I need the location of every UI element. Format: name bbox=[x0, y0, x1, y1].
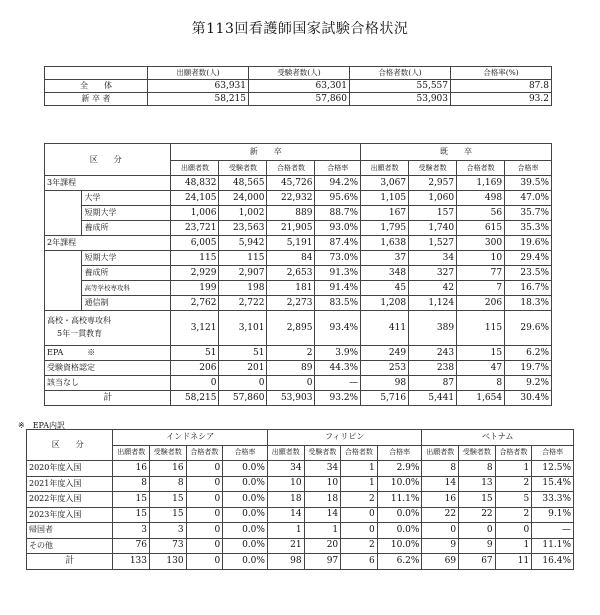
table-cell: 89 bbox=[267, 361, 315, 376]
table-cell: 35.7% bbox=[505, 206, 552, 221]
table-cell: 51 bbox=[219, 346, 267, 361]
row-subcategory-label: 短期大学 bbox=[82, 206, 171, 221]
summary-header-row bbox=[45, 67, 552, 80]
table-cell: 5,441 bbox=[409, 391, 457, 406]
table-cell: 10 bbox=[267, 476, 304, 492]
table-cell: 2,653 bbox=[267, 266, 315, 281]
table-cell: 2 bbox=[495, 476, 532, 492]
summary-cell: 87.8 bbox=[451, 80, 552, 93]
table-cell: 0 bbox=[186, 554, 223, 570]
table-cell: 29.4% bbox=[505, 251, 552, 266]
table-cell: 34 bbox=[409, 251, 457, 266]
table-cell: 1 bbox=[495, 538, 532, 554]
table-cell: 389 bbox=[409, 311, 457, 346]
row-category-label: EPA ※ bbox=[45, 346, 171, 361]
col-header: 受験者数 bbox=[219, 161, 267, 176]
table-cell: 167 bbox=[361, 206, 409, 221]
table-cell: 16 bbox=[113, 461, 150, 477]
table-cell: 35.3% bbox=[505, 221, 552, 236]
summary-cell: 58,215 bbox=[148, 93, 249, 106]
table-cell: 2,957 bbox=[409, 176, 457, 191]
page-title: 第113回看護師国家試験合格状況 bbox=[191, 21, 409, 37]
table-cell: 83.5% bbox=[315, 296, 361, 311]
row-subcategory-label: 高等学校専攻科 bbox=[82, 281, 171, 296]
table-cell: 21,905 bbox=[267, 221, 315, 236]
table-cell: 57,860 bbox=[219, 391, 267, 406]
table-cell: 84 bbox=[267, 251, 315, 266]
table-cell: 1,740 bbox=[409, 221, 457, 236]
summary-header: 受験者数(人) bbox=[249, 67, 350, 80]
summary-header: 合格率(%) bbox=[451, 67, 552, 80]
col-header: 出願者数 bbox=[113, 445, 150, 461]
table-cell: 10.0% bbox=[377, 538, 422, 554]
col-header: 出願者数 bbox=[361, 161, 409, 176]
table-cell: 1 bbox=[495, 461, 532, 477]
table-cell: 37 bbox=[361, 251, 409, 266]
table-cell: 0 bbox=[186, 492, 223, 508]
table-cell: 15 bbox=[150, 507, 187, 523]
main-group-header-row bbox=[45, 144, 552, 161]
table-cell: 23,721 bbox=[171, 221, 219, 236]
row-category-label: 受験資格認定 bbox=[45, 361, 171, 376]
table-cell: 157 bbox=[409, 206, 457, 221]
table-cell: 16.7% bbox=[505, 281, 552, 296]
country-header-vietnam: ベトナム bbox=[422, 430, 574, 446]
table-row bbox=[45, 296, 552, 311]
table-cell: 0 bbox=[459, 523, 496, 539]
table-cell: 73.0% bbox=[315, 251, 361, 266]
table-cell: 2,762 bbox=[171, 296, 219, 311]
table-cell: 23,563 bbox=[219, 221, 267, 236]
summary-cell: 63,931 bbox=[148, 80, 249, 93]
table-row bbox=[27, 492, 574, 508]
table-row bbox=[45, 376, 552, 391]
table-cell: 8 bbox=[150, 476, 187, 492]
table-row bbox=[27, 523, 574, 539]
table-cell: 1,006 bbox=[171, 206, 219, 221]
table-cell: 3.9% bbox=[315, 346, 361, 361]
table-cell: 11 bbox=[495, 554, 532, 570]
new-graduate-header: 新 卒 bbox=[171, 144, 361, 161]
table-cell: 130 bbox=[150, 554, 187, 570]
table-cell: 47.0% bbox=[505, 191, 552, 206]
epa-row-label: 帰国者 bbox=[27, 523, 113, 539]
row-subcategory-label: 大学 bbox=[82, 191, 171, 206]
table-row bbox=[27, 554, 574, 570]
row-subcategory-label: 養成所 bbox=[82, 221, 171, 236]
table-row bbox=[45, 221, 552, 236]
table-cell: 5,191 bbox=[267, 236, 315, 251]
table-cell: 2,907 bbox=[219, 266, 267, 281]
table-cell: 22 bbox=[459, 507, 496, 523]
table-cell: 24,000 bbox=[219, 191, 267, 206]
col-header: 合格率 bbox=[223, 445, 268, 461]
table-row bbox=[45, 346, 552, 361]
table-row bbox=[45, 391, 552, 406]
table-cell: 206 bbox=[457, 296, 505, 311]
table-cell: 1,105 bbox=[361, 191, 409, 206]
table-cell: 15.4% bbox=[532, 476, 574, 492]
summary-row-label: 新 卒 者 bbox=[45, 93, 148, 106]
table-cell: 2 bbox=[267, 346, 315, 361]
summary-row bbox=[45, 93, 552, 106]
table-cell: 5 bbox=[495, 492, 532, 508]
table-cell: 39.5% bbox=[505, 176, 552, 191]
table-cell: 1,002 bbox=[219, 206, 267, 221]
table-cell: 19.6% bbox=[505, 236, 552, 251]
table-cell: 0 bbox=[186, 538, 223, 554]
table-cell: 14 bbox=[422, 476, 459, 492]
table-cell: 94.2% bbox=[315, 176, 361, 191]
table-cell: 0 bbox=[186, 507, 223, 523]
table-cell: 3,101 bbox=[219, 311, 267, 346]
table-cell: 8 bbox=[459, 461, 496, 477]
table-cell: 0.0% bbox=[377, 523, 422, 539]
table-cell: 498 bbox=[457, 191, 505, 206]
table-cell: 29.6% bbox=[505, 311, 552, 346]
table-cell: 22 bbox=[422, 507, 459, 523]
table-row bbox=[45, 236, 552, 251]
col-header: 出願者数 bbox=[171, 161, 219, 176]
col-header: 合格者数 bbox=[457, 161, 505, 176]
col-header: 受験者数 bbox=[459, 445, 496, 461]
table-cell: 0 bbox=[341, 523, 378, 539]
table-cell: 11.1% bbox=[532, 538, 574, 554]
table-cell: 327 bbox=[409, 266, 457, 281]
table-cell: 15 bbox=[150, 492, 187, 508]
table-cell: 199 bbox=[171, 281, 219, 296]
epa-note: ※ EPA内訳 bbox=[18, 421, 65, 430]
table-cell: 87.4% bbox=[315, 236, 361, 251]
col-header: 合格者数 bbox=[186, 445, 223, 461]
table-cell: 47 bbox=[457, 361, 505, 376]
row-indent-spacer bbox=[45, 191, 82, 236]
row-category-label-line1: 高校・高校専攻科 bbox=[47, 316, 111, 326]
table-cell: 10.0% bbox=[377, 476, 422, 492]
summary-cell: 53,903 bbox=[350, 93, 451, 106]
table-cell: 206 bbox=[171, 361, 219, 376]
table-cell: 9.1% bbox=[532, 507, 574, 523]
table-cell: 18 bbox=[267, 492, 304, 508]
table-cell: 3,121 bbox=[171, 311, 219, 346]
summary-cell: 63,301 bbox=[249, 80, 350, 93]
table-cell: 181 bbox=[267, 281, 315, 296]
table-cell: 58,215 bbox=[171, 391, 219, 406]
epa-breakdown-table bbox=[26, 429, 574, 570]
table-cell: 18 bbox=[304, 492, 341, 508]
table-cell: 88.7% bbox=[315, 206, 361, 221]
table-cell: 300 bbox=[457, 236, 505, 251]
table-cell: 0 bbox=[495, 523, 532, 539]
table-cell: 133 bbox=[113, 554, 150, 570]
epa-row-label: 2021年度入国 bbox=[27, 476, 113, 492]
table-cell: 0 bbox=[186, 476, 223, 492]
kubun-header: 区 分 bbox=[45, 144, 171, 176]
table-cell: 14 bbox=[267, 507, 304, 523]
table-cell: 48,565 bbox=[219, 176, 267, 191]
epa-table-body bbox=[27, 461, 574, 570]
table-cell: 1 bbox=[304, 523, 341, 539]
table-row bbox=[27, 476, 574, 492]
table-cell: 45 bbox=[361, 281, 409, 296]
table-cell: 67 bbox=[459, 554, 496, 570]
table-cell: 19.7% bbox=[505, 361, 552, 376]
table-cell: 1,060 bbox=[409, 191, 457, 206]
table-cell: 10 bbox=[304, 476, 341, 492]
table-cell: 2,929 bbox=[171, 266, 219, 281]
table-cell: 11.1% bbox=[377, 492, 422, 508]
table-cell: 30.4% bbox=[505, 391, 552, 406]
table-cell: 0.0% bbox=[223, 507, 268, 523]
table-cell: 249 bbox=[361, 346, 409, 361]
table-cell: 0.0% bbox=[223, 461, 268, 477]
table-cell: 51 bbox=[171, 346, 219, 361]
table-cell: 73 bbox=[150, 538, 187, 554]
col-header: 出願者数 bbox=[267, 445, 304, 461]
row-indent-spacer bbox=[45, 251, 82, 311]
table-cell: 1,795 bbox=[361, 221, 409, 236]
table-cell: 198 bbox=[219, 281, 267, 296]
table-cell: 95.6% bbox=[315, 191, 361, 206]
table-cell: 42 bbox=[409, 281, 457, 296]
table-cell: — bbox=[315, 376, 361, 391]
col-header: 受験者数 bbox=[304, 445, 341, 461]
epa-row-label: 計 bbox=[27, 554, 113, 570]
row-category-label: 該当なし bbox=[45, 376, 171, 391]
table-cell: 14 bbox=[304, 507, 341, 523]
row-category-label: 計 bbox=[45, 391, 171, 406]
table-cell: 87 bbox=[409, 376, 457, 391]
table-cell: 8 bbox=[113, 476, 150, 492]
table-cell: 1,527 bbox=[409, 236, 457, 251]
table-cell: 16.4% bbox=[532, 554, 574, 570]
table-cell: 115 bbox=[457, 311, 505, 346]
table-cell: 98 bbox=[267, 554, 304, 570]
table-cell: 3 bbox=[113, 523, 150, 539]
main-table-body bbox=[45, 176, 552, 406]
col-header: 出願者数 bbox=[422, 445, 459, 461]
table-cell: 8 bbox=[457, 376, 505, 391]
table-cell: 411 bbox=[361, 311, 409, 346]
col-header: 合格率 bbox=[315, 161, 361, 176]
table-cell: 6,005 bbox=[171, 236, 219, 251]
row-subcategory-label: 通信制 bbox=[82, 296, 171, 311]
table-row bbox=[27, 507, 574, 523]
table-cell: 0 bbox=[171, 376, 219, 391]
table-cell: 0 bbox=[186, 461, 223, 477]
summary-row bbox=[45, 80, 552, 93]
table-cell: 93.2% bbox=[315, 391, 361, 406]
table-cell: 115 bbox=[219, 251, 267, 266]
table-row bbox=[45, 281, 552, 296]
table-cell: 45,726 bbox=[267, 176, 315, 191]
col-header: 合格者数 bbox=[267, 161, 315, 176]
table-cell: — bbox=[532, 523, 574, 539]
previous-graduate-header: 既 卒 bbox=[361, 144, 552, 161]
table-cell: 15 bbox=[113, 507, 150, 523]
table-cell: 3,067 bbox=[361, 176, 409, 191]
table-cell: 2,722 bbox=[219, 296, 267, 311]
table-cell: 1,638 bbox=[361, 236, 409, 251]
table-row bbox=[45, 311, 552, 346]
table-cell: 76 bbox=[113, 538, 150, 554]
epa-kubun-header: 区 分 bbox=[27, 430, 113, 461]
table-cell: 1 bbox=[341, 476, 378, 492]
table-cell: 13 bbox=[459, 476, 496, 492]
row-category-label bbox=[45, 311, 171, 346]
table-cell: 48,832 bbox=[171, 176, 219, 191]
table-cell: 5,716 bbox=[361, 391, 409, 406]
table-cell: 9 bbox=[422, 538, 459, 554]
table-cell: 44.3% bbox=[315, 361, 361, 376]
row-category-label-line2: 5年一貫教育 bbox=[57, 329, 103, 338]
table-cell: 0.0% bbox=[223, 523, 268, 539]
summary-cell: 93.2 bbox=[451, 93, 552, 106]
table-cell: 6.2% bbox=[505, 346, 552, 361]
row-subcategory-label: 短期大学 bbox=[82, 251, 171, 266]
table-cell: 348 bbox=[361, 266, 409, 281]
country-header-indonesia: インドネシア bbox=[113, 430, 268, 446]
table-cell: 91.3% bbox=[315, 266, 361, 281]
table-cell: 6.2% bbox=[377, 554, 422, 570]
table-row bbox=[45, 251, 552, 266]
table-cell: 56 bbox=[457, 206, 505, 221]
table-cell: 7 bbox=[457, 281, 505, 296]
col-header: 合格率 bbox=[377, 445, 422, 461]
table-cell: 0.0% bbox=[223, 554, 268, 570]
table-row bbox=[45, 266, 552, 281]
table-cell: 91.4% bbox=[315, 281, 361, 296]
table-cell: 97 bbox=[304, 554, 341, 570]
table-cell: 16 bbox=[422, 492, 459, 508]
table-row bbox=[27, 461, 574, 477]
table-cell: 0.0% bbox=[223, 538, 268, 554]
table-cell: 238 bbox=[409, 361, 457, 376]
table-cell: 6 bbox=[341, 554, 378, 570]
table-cell: 1,169 bbox=[457, 176, 505, 191]
col-header: 合格者数 bbox=[341, 445, 378, 461]
table-cell: 69 bbox=[422, 554, 459, 570]
table-cell: 0 bbox=[219, 376, 267, 391]
table-cell: 615 bbox=[457, 221, 505, 236]
summary-cell: 57,860 bbox=[249, 93, 350, 106]
table-cell: 10 bbox=[457, 251, 505, 266]
epa-row-label: 2022年度入国 bbox=[27, 492, 113, 508]
table-cell: 0.0% bbox=[223, 492, 268, 508]
table-cell: 5,942 bbox=[219, 236, 267, 251]
table-cell: 23.5% bbox=[505, 266, 552, 281]
table-cell: 115 bbox=[171, 251, 219, 266]
table-cell: 1 bbox=[341, 461, 378, 477]
table-cell: 9 bbox=[459, 538, 496, 554]
table-cell: 24,105 bbox=[171, 191, 219, 206]
table-cell: 15 bbox=[459, 492, 496, 508]
table-cell: 0 bbox=[422, 523, 459, 539]
table-cell: 2,895 bbox=[267, 311, 315, 346]
table-cell: 20 bbox=[304, 538, 341, 554]
col-header: 合格率 bbox=[505, 161, 552, 176]
main-results-table bbox=[44, 143, 552, 406]
country-header-philippines: フィリピン bbox=[267, 430, 422, 446]
epa-row-label: 2020年度入国 bbox=[27, 461, 113, 477]
table-cell: 2 bbox=[495, 507, 532, 523]
table-cell: 2.9% bbox=[377, 461, 422, 477]
table-cell: 253 bbox=[361, 361, 409, 376]
table-cell: 34 bbox=[267, 461, 304, 477]
table-row bbox=[27, 538, 574, 554]
row-category-label: 3年課程 bbox=[45, 176, 171, 191]
table-cell: 34 bbox=[304, 461, 341, 477]
table-cell: 0.0% bbox=[377, 507, 422, 523]
col-header: 合格率 bbox=[532, 445, 574, 461]
summary-row-label: 全 体 bbox=[45, 80, 148, 93]
summary-table bbox=[44, 66, 552, 106]
summary-corner bbox=[45, 67, 148, 80]
table-cell: 2,273 bbox=[267, 296, 315, 311]
col-header: 受験者数 bbox=[409, 161, 457, 176]
table-cell: 1,654 bbox=[457, 391, 505, 406]
table-cell: 3 bbox=[150, 523, 187, 539]
table-cell: 0 bbox=[186, 523, 223, 539]
table-cell: 1,208 bbox=[361, 296, 409, 311]
summary-cell: 55,557 bbox=[350, 80, 451, 93]
table-cell: 15 bbox=[457, 346, 505, 361]
summary-header: 合格者数(人) bbox=[350, 67, 451, 80]
table-cell: 1 bbox=[267, 523, 304, 539]
table-cell: 33.3% bbox=[532, 492, 574, 508]
table-cell: 53,903 bbox=[267, 391, 315, 406]
table-cell: 2 bbox=[341, 538, 378, 554]
table-cell: 93.0% bbox=[315, 221, 361, 236]
col-header: 受験者数 bbox=[150, 445, 187, 461]
table-cell: 2 bbox=[341, 492, 378, 508]
table-cell: 0 bbox=[267, 376, 315, 391]
table-cell: 15 bbox=[113, 492, 150, 508]
table-row bbox=[45, 361, 552, 376]
table-row bbox=[45, 206, 552, 221]
table-row bbox=[45, 176, 552, 191]
row-category-label: 2年課程 bbox=[45, 236, 171, 251]
row-subcategory-label: 養成所 bbox=[82, 266, 171, 281]
table-cell: 0.0% bbox=[223, 476, 268, 492]
table-cell: 12.5% bbox=[532, 461, 574, 477]
table-cell: 98 bbox=[361, 376, 409, 391]
summary-header: 出願者数(人) bbox=[148, 67, 249, 80]
table-cell: 93.4% bbox=[315, 311, 361, 346]
epa-row-label: 2023年度入国 bbox=[27, 507, 113, 523]
table-cell: 0 bbox=[341, 507, 378, 523]
table-cell: 201 bbox=[219, 361, 267, 376]
epa-row-label: その他 bbox=[27, 538, 113, 554]
table-cell: 16 bbox=[150, 461, 187, 477]
col-header: 合格者数 bbox=[495, 445, 532, 461]
table-cell: 9.2% bbox=[505, 376, 552, 391]
table-cell: 243 bbox=[409, 346, 457, 361]
epa-country-header-row bbox=[27, 430, 574, 446]
table-cell: 18.3% bbox=[505, 296, 552, 311]
table-cell: 1,124 bbox=[409, 296, 457, 311]
table-cell: 22,932 bbox=[267, 191, 315, 206]
table-cell: 21 bbox=[267, 538, 304, 554]
table-cell: 889 bbox=[267, 206, 315, 221]
table-cell: 8 bbox=[422, 461, 459, 477]
table-cell: 77 bbox=[457, 266, 505, 281]
table-row bbox=[45, 191, 552, 206]
